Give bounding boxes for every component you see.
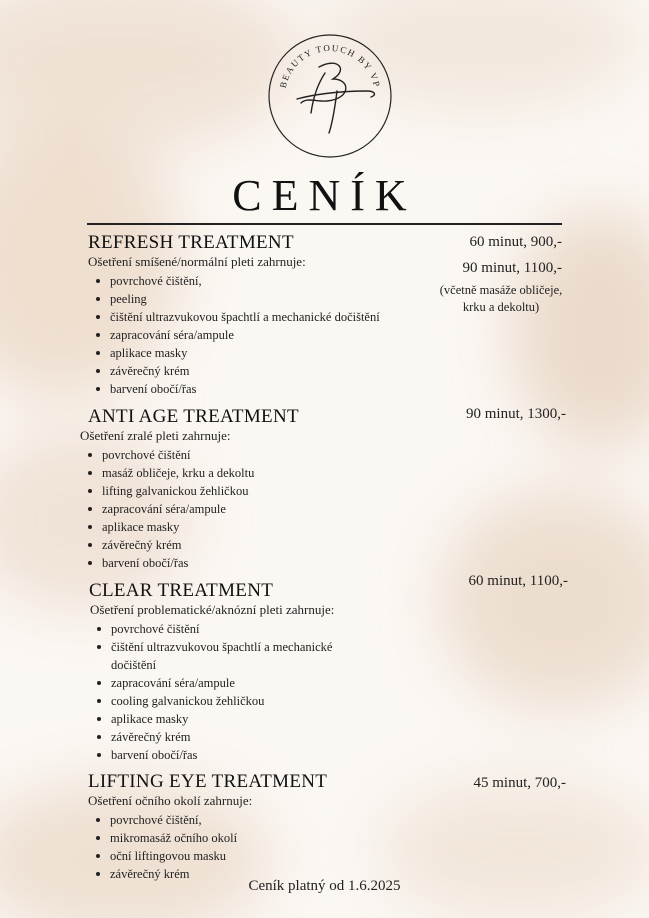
list-item: povrchové čištění (111, 620, 369, 638)
list-item: mikromasáž očního okolí (110, 829, 327, 847)
section-subtitle: Ošetření problematické/aknózní pleti zahrnuje: (90, 602, 335, 617)
brand-logo (267, 33, 393, 159)
treatment-list (89, 620, 369, 764)
list-item: zapracování séra/ampule (102, 500, 299, 518)
list-item: čištění ultrazvukovou špachtlí a mechanické dočištění (111, 638, 369, 674)
list-item: zapracování séra/ampule (111, 674, 369, 692)
section-refresh (88, 233, 380, 398)
list-item: povrchové čištění, (110, 272, 380, 290)
list-item: barvení obočí/řas (111, 746, 369, 764)
section-clear (89, 581, 369, 764)
list-item: závěrečný krém (110, 362, 380, 380)
price-note: (včetně masáže obličeje, krku a dekoltu) (439, 283, 563, 314)
price-alt: 90 minut, 1100,- (462, 260, 562, 276)
list-item: závěrečný krém (102, 536, 299, 554)
list-item: aplikace masky (110, 344, 380, 362)
list-item: zapracování séra/ampule (110, 326, 380, 344)
section-subtitle: Ošetření očního okolí zahrnuje: (88, 793, 253, 808)
list-item: barvení obočí/řas (102, 554, 299, 572)
list-item: aplikace masky (111, 710, 369, 728)
section-subtitle: Ošetření zralé pleti zahrnuje: (80, 428, 231, 443)
price: 45 minut, 700,- (473, 775, 566, 791)
section-title: CLEAR TREATMENT (89, 580, 274, 601)
price: 90 minut, 1300,- (466, 406, 566, 422)
list-item: cooling galvanickou žehličkou (111, 692, 369, 710)
section-anti-age (80, 407, 299, 572)
list-item: aplikace masky (102, 518, 299, 536)
price: 60 minut, 900,- (469, 234, 562, 250)
list-item: čištění ultrazvukovou špachtlí a mechanické dočištění (110, 310, 380, 324)
list-item: závěrečný krém (111, 728, 369, 746)
treatment-list (88, 811, 327, 883)
validity-footer: Ceník platný od 1.6.2025 (248, 878, 401, 894)
list-item: masáž obličeje, krku a dekoltu (102, 464, 299, 482)
list-item: závěrečný krém (110, 865, 327, 883)
logo-ring-text: BEAUTY TOUCH BY VP (277, 42, 383, 89)
section-lifting-eye (88, 772, 327, 883)
section-subtitle: Ošetření smíšené/normální pleti zahrnuje: (88, 254, 306, 269)
treatment-list (80, 446, 299, 572)
page-title: CENÍK (232, 171, 417, 220)
list-item: oční liftingovou masku (110, 847, 327, 865)
price: 60 minut, 1100,- (468, 573, 568, 589)
section-title: ANTI AGE TREATMENT (88, 406, 299, 427)
treatment-list (88, 272, 380, 398)
section-title: LIFTING EYE TREATMENT (88, 771, 328, 792)
title-divider (87, 223, 562, 225)
list-item: lifting galvanickou žehličkou (102, 482, 299, 500)
svg-text:BEAUTY TOUCH BY VP (278, 43, 383, 89)
list-item: povrchové čištění (102, 446, 299, 464)
list-item: barvení obočí/řas (110, 380, 380, 398)
list-item: povrchové čištění, (110, 811, 327, 829)
list-item: peeling (110, 290, 380, 308)
section-title: REFRESH TREATMENT (88, 232, 294, 253)
